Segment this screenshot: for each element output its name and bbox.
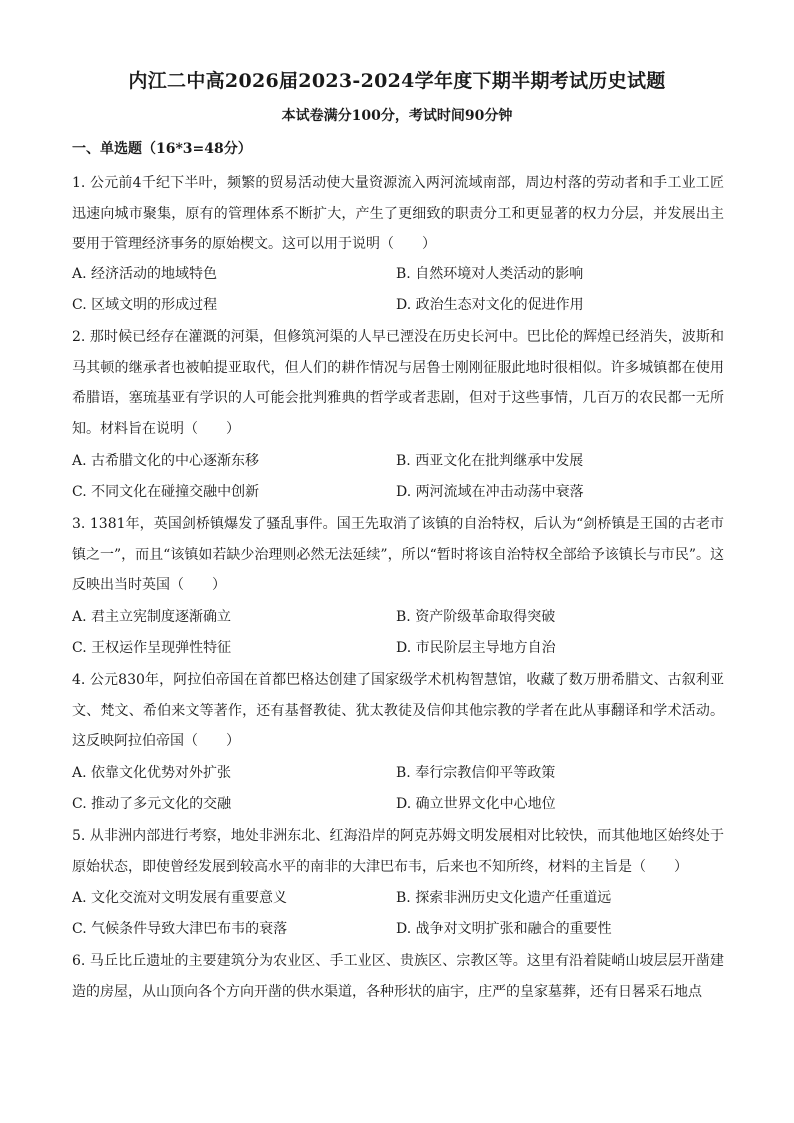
section-heading: 一、单选题（16*3=48分） bbox=[72, 141, 252, 157]
question-5-option-a: A. 文化交流对文明发展有重要意义 bbox=[72, 890, 288, 906]
question-stem: 1. 公元前4千纪下半叶，频繁的贸易活动使大量资源流入两河流域南部，周边村落的劳动者和手工业工匠迅速向城市聚集，原有的管理体系不断扩大，产生了更细致的职责分工和更显著的权力分层，并发展出主要用于管理经济事务的原始楔文。这可以用于说明（ ） bbox=[72, 175, 724, 252]
question-6 bbox=[72, 946, 724, 1007]
question-stem: 3. 1381年，英国剑桥镇爆发了骚乱事件。国王先取消了该镇的自治特权，后认为“剑桥镇是王国的古老市镇之一”，而且“该镇如若缺少治理则必然无法延续”，所以“暂时将该自治特权全部给予该镇长与市民”。这反映出当时英国（ ） bbox=[72, 516, 724, 593]
question-3-option-a: A. 君主立宪制度逐渐确立 bbox=[72, 609, 232, 625]
question-3-option-d: D. 市民阶层主导地方自治 bbox=[396, 640, 556, 656]
question-3-option-b: B. 资产阶级革命取得突破 bbox=[396, 609, 556, 625]
question-1-option-d: D. 政治生态对文化的促进作用 bbox=[396, 297, 584, 313]
exam-title: 内江二中高2026届2023-2024学年度下期半期考试历史试题 bbox=[128, 70, 666, 92]
question-2-option-c: C. 不同文化在碰撞交融中创新 bbox=[72, 484, 260, 500]
question-stem: 4. 公元830年，阿拉伯帝国在首都巴格达创建了国家级学术机构智慧馆，收藏了数万册希腊文、古叙利亚文、梵文、希伯来文等著作，还有基督教徒、犹太教徒及信仰其他宗教的学者在此从事翻译和学术活动。这反映阿拉伯帝国（ ） bbox=[72, 672, 724, 749]
question-4-option-a: A. 依靠文化优势对外扩张 bbox=[72, 765, 232, 781]
question-4-option-b: B. 奉行宗教信仰平等政策 bbox=[396, 765, 556, 781]
question-stem: 5. 从非洲内部进行考察，地处非洲东北、红海沿岸的阿克苏姆文明发展相对比较快，而其他地区始终处于原始状态，即使曾经发展到较高水平的南非的大津巴布韦，后来也不知所终，材料的主旨是（ ） bbox=[72, 828, 724, 875]
question-3-option-c: C. 王权运作呈现弹性特征 bbox=[72, 640, 232, 656]
question-5-option-d: D. 战争对文明扩张和融合的重要性 bbox=[396, 921, 612, 937]
question-2-option-b: B. 西亚文化在批判继承中发展 bbox=[396, 453, 584, 469]
question-5-option-b: B. 探索非洲历史文化遗产任重道远 bbox=[396, 890, 612, 906]
question-2 bbox=[72, 322, 724, 444]
question-1 bbox=[72, 168, 724, 260]
question-2-option-a: A. 古希腊文化的中心逐渐东移 bbox=[72, 453, 260, 469]
question-1-option-a: A. 经济活动的地域特色 bbox=[72, 266, 218, 282]
question-3 bbox=[72, 509, 724, 601]
question-4-option-d: D. 确立世界文化中心地位 bbox=[396, 796, 556, 812]
question-5 bbox=[72, 821, 724, 882]
exam-subtitle: 本试卷满分100分，考试时间90分钟 bbox=[281, 108, 513, 124]
question-4-option-c: C. 推动了多元文化的交融 bbox=[72, 796, 232, 812]
question-5-option-c: C. 气候条件导致大津巴布韦的衰落 bbox=[72, 921, 288, 937]
question-stem: 2. 那时候已经存在灌溉的河渠，但修筑河渠的人早已湮没在历史长河中。巴比伦的辉煌已经消失，波斯和马其顿的继承者也被帕提亚取代，但人们的耕作情况与居鲁士刚刚征服此地时很相似。许多城镇都在使用希腊语，塞琉基亚有学识的人可能会批判雅典的哲学或者悲剧，但对于这些事情，几百万的农民都一无所知。材料旨在说明（ ） bbox=[72, 329, 724, 437]
question-4 bbox=[72, 665, 724, 757]
question-2-option-d: D. 两河流域在冲击动荡中衰落 bbox=[396, 484, 584, 500]
question-stem: 6. 马丘比丘遗址的主要建筑分为农业区、手工业区、贵族区、宗教区等。这里有沿着陡峭山坡层层开凿建造的房屋，从山顶向各个方向开凿的供水渠道，各种形状的庙宇，庄严的皇家墓葬，还有日晷采石地点 bbox=[72, 953, 724, 1000]
question-1-option-b: B. 自然环境对人类活动的影响 bbox=[396, 266, 584, 282]
question-1-option-c: C. 区域文明的形成过程 bbox=[72, 297, 218, 313]
